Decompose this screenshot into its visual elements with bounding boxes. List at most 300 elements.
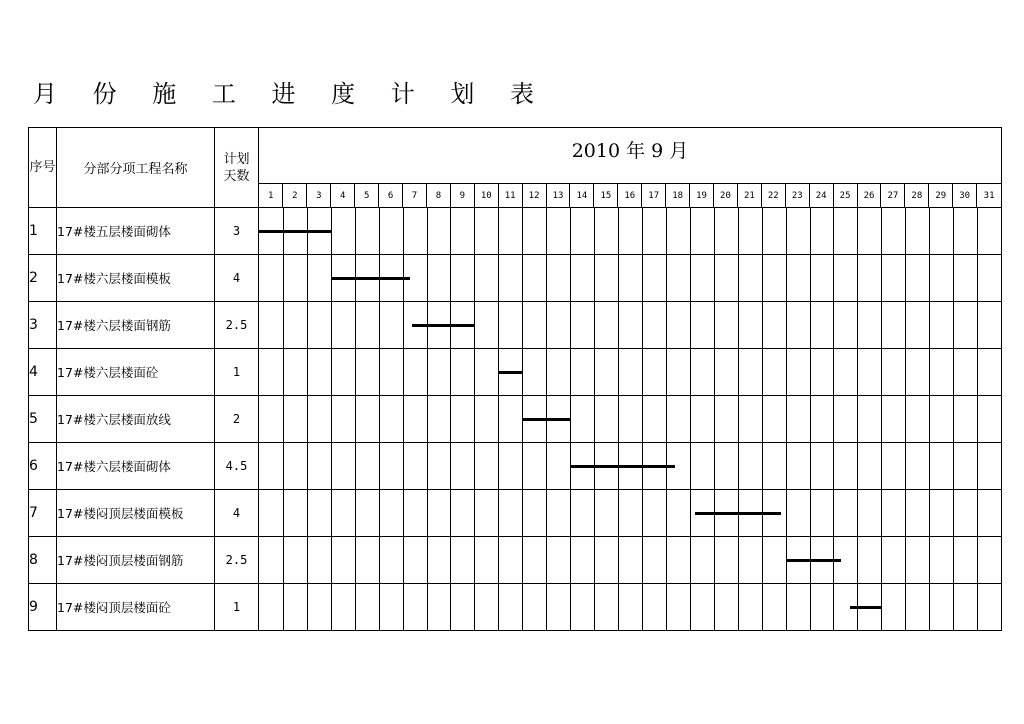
day-gridline xyxy=(307,443,308,489)
day-gridline xyxy=(427,443,428,489)
day-gridline xyxy=(594,208,595,254)
day-gridline xyxy=(714,537,715,583)
day-header-cell: 9 xyxy=(450,184,474,207)
day-gridline xyxy=(283,349,284,395)
day-gridline xyxy=(881,302,882,348)
day-gridline xyxy=(450,537,451,583)
day-header-cell: 31 xyxy=(977,184,1001,207)
day-gridline xyxy=(618,584,619,630)
day-gridline xyxy=(905,208,906,254)
day-gridline xyxy=(450,584,451,630)
day-gridline xyxy=(379,537,380,583)
day-gridline xyxy=(594,584,595,630)
day-gridline xyxy=(786,302,787,348)
task-row xyxy=(29,537,1002,584)
day-gridline xyxy=(283,490,284,536)
day-gridline xyxy=(929,584,930,630)
day-gridline xyxy=(738,537,739,583)
day-gridline xyxy=(738,349,739,395)
day-gridline xyxy=(355,349,356,395)
day-header-cell: 10 xyxy=(474,184,498,207)
day-gridline xyxy=(666,396,667,442)
day-gridline xyxy=(546,537,547,583)
day-gridline xyxy=(905,584,906,630)
day-gridline xyxy=(355,443,356,489)
day-gridline xyxy=(522,208,523,254)
day-gridline xyxy=(498,584,499,630)
day-gridline xyxy=(642,396,643,442)
day-gridline xyxy=(666,490,667,536)
day-gridline xyxy=(498,255,499,301)
day-gridline xyxy=(618,490,619,536)
day-gridline xyxy=(929,396,930,442)
day-gridline xyxy=(522,255,523,301)
day-header-cell: 24 xyxy=(809,184,833,207)
day-gridline xyxy=(929,349,930,395)
day-gridline xyxy=(331,584,332,630)
day-gridline xyxy=(307,302,308,348)
task-number: 4 xyxy=(29,349,57,396)
day-gridline xyxy=(403,302,404,348)
schedule-bar xyxy=(331,277,410,280)
task-planned-days: 2.5 xyxy=(215,302,259,349)
day-gridline xyxy=(738,255,739,301)
task-number: 5 xyxy=(29,396,57,443)
day-gridline xyxy=(403,490,404,536)
task-row xyxy=(29,255,1002,302)
day-header-cell: 29 xyxy=(929,184,953,207)
day-gridline xyxy=(498,396,499,442)
day-gridline xyxy=(450,255,451,301)
task-name: 17#楼六层楼面模板 xyxy=(57,255,215,302)
day-gridline xyxy=(857,537,858,583)
task-timeline xyxy=(259,396,1002,443)
day-gridline xyxy=(546,208,547,254)
day-gridline xyxy=(953,302,954,348)
day-gridline xyxy=(786,396,787,442)
task-planned-days: 4 xyxy=(215,490,259,537)
task-planned-days: 3 xyxy=(215,208,259,255)
day-gridline xyxy=(570,396,571,442)
day-gridline xyxy=(594,490,595,536)
day-gridline xyxy=(857,490,858,536)
day-gridline xyxy=(379,584,380,630)
day-gridline xyxy=(714,255,715,301)
day-gridline xyxy=(570,255,571,301)
day-gridline xyxy=(905,255,906,301)
day-gridline xyxy=(522,349,523,395)
day-gridline xyxy=(570,584,571,630)
task-planned-days: 2.5 xyxy=(215,537,259,584)
day-gridline xyxy=(546,349,547,395)
task-timeline xyxy=(259,208,1002,255)
day-gridline xyxy=(594,396,595,442)
day-gridline xyxy=(618,255,619,301)
day-gridline xyxy=(331,443,332,489)
day-gridline xyxy=(905,490,906,536)
task-number: 1 xyxy=(29,208,57,255)
day-gridline xyxy=(331,537,332,583)
day-gridline xyxy=(379,396,380,442)
day-gridline xyxy=(810,396,811,442)
day-header-cell: 6 xyxy=(379,184,403,207)
day-header-cell: 12 xyxy=(522,184,546,207)
task-row xyxy=(29,396,1002,443)
day-gridline xyxy=(498,490,499,536)
schedule-bar xyxy=(850,606,881,609)
day-header-cell: 28 xyxy=(905,184,929,207)
day-gridline xyxy=(977,208,978,254)
day-gridline xyxy=(833,396,834,442)
day-gridline xyxy=(355,302,356,348)
day-gridline xyxy=(929,255,930,301)
task-timeline xyxy=(259,584,1002,631)
schedule-bar xyxy=(522,418,570,421)
day-gridline xyxy=(762,302,763,348)
day-gridline xyxy=(905,302,906,348)
day-gridline xyxy=(714,584,715,630)
task-row xyxy=(29,443,1002,490)
day-gridline xyxy=(857,349,858,395)
task-name: 17#楼六层楼面钢筋 xyxy=(57,302,215,349)
day-gridline xyxy=(833,208,834,254)
day-gridline xyxy=(427,255,428,301)
day-gridline xyxy=(977,349,978,395)
day-gridline xyxy=(738,584,739,630)
day-gridline xyxy=(977,490,978,536)
day-gridline xyxy=(283,537,284,583)
day-gridline xyxy=(498,208,499,254)
day-gridline xyxy=(450,490,451,536)
day-gridline xyxy=(714,443,715,489)
header-name: 分部分项工程名称 xyxy=(57,128,215,208)
day-gridline xyxy=(953,349,954,395)
day-header-cell: 3 xyxy=(307,184,331,207)
schedule-bar xyxy=(570,465,675,468)
day-header-cell: 23 xyxy=(785,184,809,207)
task-timeline xyxy=(259,490,1002,537)
day-gridline xyxy=(690,396,691,442)
day-gridline xyxy=(570,208,571,254)
day-gridline xyxy=(881,396,882,442)
task-name: 17#楼五层楼面砌体 xyxy=(57,208,215,255)
day-gridline xyxy=(666,302,667,348)
day-gridline xyxy=(618,208,619,254)
day-gridline xyxy=(427,537,428,583)
day-gridline xyxy=(283,302,284,348)
day-header-cell: 22 xyxy=(761,184,785,207)
day-header-cell: 11 xyxy=(498,184,522,207)
day-gridline xyxy=(642,302,643,348)
day-gridline xyxy=(690,443,691,489)
day-gridline xyxy=(881,537,882,583)
day-gridline xyxy=(977,537,978,583)
day-gridline xyxy=(283,255,284,301)
task-row xyxy=(29,349,1002,396)
day-gridline xyxy=(307,537,308,583)
header-days xyxy=(215,128,259,208)
day-gridline xyxy=(546,490,547,536)
day-gridline xyxy=(498,443,499,489)
header-days-line2: 天数 xyxy=(223,168,250,184)
day-header-cell: 20 xyxy=(714,184,738,207)
day-gridline xyxy=(738,443,739,489)
day-gridline xyxy=(833,443,834,489)
day-gridline xyxy=(833,302,834,348)
day-gridline xyxy=(474,349,475,395)
day-gridline xyxy=(810,584,811,630)
day-gridline xyxy=(474,443,475,489)
day-gridline xyxy=(857,443,858,489)
day-gridline xyxy=(522,584,523,630)
day-header-cell: 18 xyxy=(666,184,690,207)
day-gridline xyxy=(642,255,643,301)
day-header-cell: 19 xyxy=(690,184,714,207)
day-gridline xyxy=(953,443,954,489)
day-gridline xyxy=(474,490,475,536)
day-gridline xyxy=(690,349,691,395)
day-gridline xyxy=(474,584,475,630)
task-name: 17#楼闷顶层楼面砼 xyxy=(57,584,215,631)
day-header-cell: 7 xyxy=(403,184,427,207)
day-gridline xyxy=(738,396,739,442)
task-name: 17#楼六层楼面放线 xyxy=(57,396,215,443)
day-gridline xyxy=(307,490,308,536)
day-gridline xyxy=(331,349,332,395)
day-gridline xyxy=(450,396,451,442)
day-gridline xyxy=(714,349,715,395)
day-gridline xyxy=(786,584,787,630)
header-no: 序号 xyxy=(29,128,57,208)
day-gridline xyxy=(881,349,882,395)
day-gridline xyxy=(905,349,906,395)
day-header-cell: 2 xyxy=(283,184,307,207)
day-gridline xyxy=(570,349,571,395)
day-header-cell: 30 xyxy=(953,184,977,207)
day-gridline xyxy=(546,443,547,489)
day-gridline xyxy=(283,443,284,489)
day-gridline xyxy=(427,396,428,442)
day-gridline xyxy=(953,584,954,630)
day-gridline xyxy=(857,396,858,442)
day-gridline xyxy=(570,302,571,348)
task-planned-days: 4.5 xyxy=(215,443,259,490)
day-gridline xyxy=(810,255,811,301)
day-gridline xyxy=(929,537,930,583)
day-header-cell: 14 xyxy=(570,184,594,207)
day-gridline xyxy=(953,490,954,536)
task-row xyxy=(29,584,1002,631)
month-label: 2010 年 9 月 xyxy=(571,140,689,162)
day-gridline xyxy=(379,208,380,254)
day-gridline xyxy=(810,302,811,348)
day-gridline xyxy=(618,349,619,395)
task-name: 17#楼六层楼面砌体 xyxy=(57,443,215,490)
day-gridline xyxy=(905,443,906,489)
day-gridline xyxy=(474,302,475,348)
day-gridline xyxy=(881,255,882,301)
day-header-cell: 13 xyxy=(546,184,570,207)
day-gridline xyxy=(977,302,978,348)
day-gridline xyxy=(331,302,332,348)
day-gridline xyxy=(690,302,691,348)
day-gridline xyxy=(355,396,356,442)
day-gridline xyxy=(546,302,547,348)
day-gridline xyxy=(498,302,499,348)
task-number: 3 xyxy=(29,302,57,349)
day-gridline xyxy=(857,208,858,254)
day-gridline xyxy=(522,443,523,489)
task-name: 17#楼六层楼面砼 xyxy=(57,349,215,396)
day-gridline xyxy=(977,584,978,630)
schedule-bar xyxy=(695,512,781,515)
day-gridline xyxy=(929,208,930,254)
day-header-cell: 8 xyxy=(426,184,450,207)
day-gridline xyxy=(666,208,667,254)
task-number: 6 xyxy=(29,443,57,490)
task-name: 17#楼闷顶层楼面模板 xyxy=(57,490,215,537)
page-title: 月 份 施 工 进 度 计 划 表 xyxy=(33,80,549,108)
day-header-cell: 5 xyxy=(355,184,379,207)
day-gridline xyxy=(379,490,380,536)
day-header-cell: 25 xyxy=(833,184,857,207)
schedule-bar xyxy=(412,324,474,327)
day-gridline xyxy=(355,584,356,630)
day-gridline xyxy=(427,208,428,254)
day-gridline xyxy=(642,490,643,536)
task-number: 2 xyxy=(29,255,57,302)
day-gridline xyxy=(905,396,906,442)
day-gridline xyxy=(474,255,475,301)
day-gridline xyxy=(474,537,475,583)
day-gridline xyxy=(953,255,954,301)
day-gridline xyxy=(379,443,380,489)
day-gridline xyxy=(570,490,571,536)
task-number: 7 xyxy=(29,490,57,537)
day-gridline xyxy=(833,490,834,536)
day-gridline xyxy=(833,255,834,301)
day-gridline xyxy=(714,208,715,254)
day-gridline xyxy=(953,396,954,442)
day-gridline xyxy=(642,208,643,254)
day-gridline xyxy=(714,302,715,348)
day-gridline xyxy=(379,349,380,395)
schedule-table xyxy=(28,127,1002,631)
day-gridline xyxy=(786,349,787,395)
day-gridline xyxy=(762,443,763,489)
day-gridline xyxy=(450,349,451,395)
day-gridline xyxy=(786,443,787,489)
day-gridline xyxy=(762,255,763,301)
day-gridline xyxy=(762,537,763,583)
day-gridline xyxy=(355,490,356,536)
day-gridline xyxy=(450,443,451,489)
day-gridline xyxy=(738,208,739,254)
day-gridline xyxy=(977,255,978,301)
task-planned-days: 2 xyxy=(215,396,259,443)
day-header-cell: 16 xyxy=(618,184,642,207)
day-gridline xyxy=(714,396,715,442)
day-gridline xyxy=(307,349,308,395)
day-gridline xyxy=(786,208,787,254)
task-row xyxy=(29,208,1002,255)
day-gridline xyxy=(690,537,691,583)
task-planned-days: 1 xyxy=(215,349,259,396)
task-timeline xyxy=(259,537,1002,584)
day-gridline xyxy=(762,208,763,254)
day-gridline xyxy=(762,584,763,630)
day-gridline xyxy=(522,537,523,583)
day-header-cell: 21 xyxy=(737,184,761,207)
day-gridline xyxy=(307,584,308,630)
day-gridline xyxy=(618,302,619,348)
schedule-bar xyxy=(498,371,522,374)
day-gridline xyxy=(403,443,404,489)
day-gridline xyxy=(833,349,834,395)
day-gridline xyxy=(594,255,595,301)
day-gridline xyxy=(618,396,619,442)
day-gridline xyxy=(642,584,643,630)
day-gridline xyxy=(498,537,499,583)
header-days-line1: 计划 xyxy=(223,151,250,167)
day-gridline xyxy=(786,490,787,536)
task-name: 17#楼闷顶层楼面钢筋 xyxy=(57,537,215,584)
day-gridline xyxy=(427,584,428,630)
day-gridline xyxy=(570,537,571,583)
day-gridline xyxy=(546,255,547,301)
task-timeline xyxy=(259,302,1002,349)
day-header-cell: 4 xyxy=(331,184,355,207)
day-gridline xyxy=(403,584,404,630)
day-gridline xyxy=(594,349,595,395)
day-gridline xyxy=(474,208,475,254)
month-header xyxy=(259,128,1002,184)
day-gridline xyxy=(881,584,882,630)
day-gridline xyxy=(905,537,906,583)
day-gridline xyxy=(642,537,643,583)
day-gridline xyxy=(762,349,763,395)
schedule-bar xyxy=(259,230,331,233)
day-header-cell: 1 xyxy=(259,184,283,207)
day-gridline xyxy=(522,490,523,536)
day-header-cell: 17 xyxy=(642,184,666,207)
day-gridline xyxy=(427,490,428,536)
task-number: 8 xyxy=(29,537,57,584)
day-gridline xyxy=(522,302,523,348)
day-gridline xyxy=(953,208,954,254)
day-gridline xyxy=(546,584,547,630)
day-gridline xyxy=(690,584,691,630)
day-gridline xyxy=(762,396,763,442)
day-gridline xyxy=(307,255,308,301)
day-gridline xyxy=(666,349,667,395)
day-gridline xyxy=(642,349,643,395)
day-gridline xyxy=(594,302,595,348)
day-gridline xyxy=(666,584,667,630)
task-timeline xyxy=(259,255,1002,302)
task-row xyxy=(29,490,1002,537)
day-gridline xyxy=(881,208,882,254)
day-gridline xyxy=(977,396,978,442)
day-header-cell: 15 xyxy=(594,184,618,207)
day-gridline xyxy=(810,208,811,254)
day-gridline xyxy=(690,490,691,536)
day-gridline xyxy=(283,396,284,442)
day-gridline xyxy=(283,584,284,630)
day-gridline xyxy=(450,208,451,254)
day-gridline xyxy=(307,396,308,442)
day-gridline xyxy=(929,302,930,348)
